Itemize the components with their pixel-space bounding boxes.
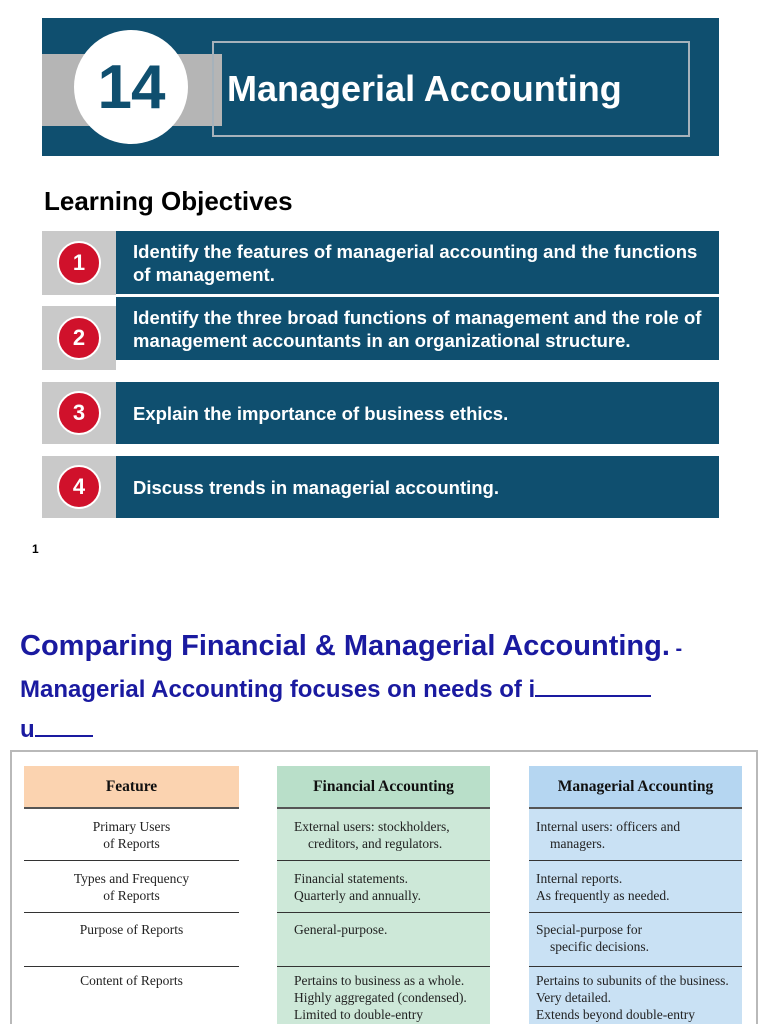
table-cell-feature: [24, 818, 239, 852]
cell-line: Pertains to business as a whole.: [294, 973, 465, 988]
cell-line: managers.: [550, 836, 606, 851]
cell-line: of Reports: [103, 888, 160, 903]
chapter-number: 14: [97, 52, 165, 122]
cell-line: Purpose of Reports: [79, 922, 184, 937]
objective-text-2: Identify the three broad functions of management and the role of management accountants in an organizational structure.: [116, 297, 719, 360]
fill-in-blank-2: [35, 717, 93, 737]
row-divider: [24, 860, 239, 861]
cell-line: creditors, and regulators.: [308, 836, 443, 851]
table-cell-managerial: [536, 870, 742, 904]
objective-text-4: Discuss trends in managerial accounting.: [116, 456, 719, 518]
cell-line: Types and Frequency: [73, 871, 190, 886]
table-cell-financial: [294, 921, 490, 938]
comparison-title: [20, 630, 682, 663]
cell-line: Highly aggregated (condensed).: [294, 990, 467, 1005]
comparison-title-period: .: [661, 630, 670, 662]
table-header-financial: Financial Accounting: [277, 766, 490, 809]
table-cell-feature: [24, 870, 239, 904]
row-divider: [24, 912, 239, 913]
focus-statement-text-2: u: [20, 716, 35, 743]
cell-line: Special-purpose for: [536, 922, 643, 937]
row-divider: [529, 966, 742, 967]
chapter-title: Managerial Accounting: [227, 68, 622, 109]
cell-line: General-purpose.: [294, 922, 388, 937]
table-header-feature: Feature: [24, 766, 239, 809]
objective-text-1: Identify the features of managerial accounting and the functions of management.: [116, 231, 719, 294]
objective-number-badge-4: 4: [57, 465, 101, 509]
cell-line: Internal reports.: [536, 871, 623, 886]
focus-statement-text: Managerial Accounting focuses on needs of i: [20, 676, 536, 703]
row-divider: [529, 912, 742, 913]
cell-line: As frequently as needed.: [536, 888, 670, 903]
focus-statement-line-2: [20, 716, 93, 744]
chapter-number-circle: [74, 30, 188, 144]
table-cell-managerial: [536, 921, 742, 955]
cell-line: Pertains to subunits of the business.: [536, 973, 729, 988]
cell-line: Extends beyond double-entry: [536, 1007, 695, 1022]
table-cell-financial: [294, 972, 490, 1023]
objective-number-badge-2: 2: [57, 316, 101, 360]
cell-line: Primary Users: [92, 819, 171, 834]
objective-number-badge-3: 3: [57, 391, 101, 435]
table-cell-financial: [294, 870, 490, 904]
learning-objectives-heading: Learning Objectives: [44, 186, 293, 216]
page-number: 1: [32, 542, 39, 556]
table-cell-feature: [24, 972, 239, 989]
table-cell-financial: [294, 818, 490, 852]
table-cell-managerial: [536, 972, 742, 1023]
cell-line: Internal users: officers and: [536, 819, 681, 834]
table-header-managerial: Managerial Accounting: [529, 766, 742, 809]
objective-number-badge-1: 1: [57, 241, 101, 285]
focus-statement: [20, 676, 651, 704]
cell-line: Very detailed.: [536, 990, 611, 1005]
cell-line: specific decisions.: [550, 939, 649, 954]
row-divider: [277, 860, 490, 861]
objective-text-3: Explain the importance of business ethics.: [116, 382, 719, 444]
cell-line: Content of Reports: [80, 973, 183, 988]
row-divider: [277, 966, 490, 967]
chapter-title-box: [212, 41, 690, 137]
row-divider: [277, 912, 490, 913]
row-divider: [24, 966, 239, 967]
comparison-title-dash: -: [669, 638, 683, 660]
cell-line: Financial statements.: [294, 871, 408, 886]
cell-line: Limited to double-entry: [294, 1007, 423, 1022]
cell-line: Quarterly and annually.: [294, 888, 421, 903]
table-cell-feature: [24, 921, 239, 938]
fill-in-blank-1: [535, 677, 651, 697]
cell-line: External users: stockholders,: [294, 819, 450, 834]
table-cell-managerial: [536, 818, 742, 852]
row-divider: [529, 860, 742, 861]
comparison-title-text: Comparing Financial & Managerial Accounting: [20, 630, 662, 662]
cell-line: of Reports: [103, 836, 160, 851]
